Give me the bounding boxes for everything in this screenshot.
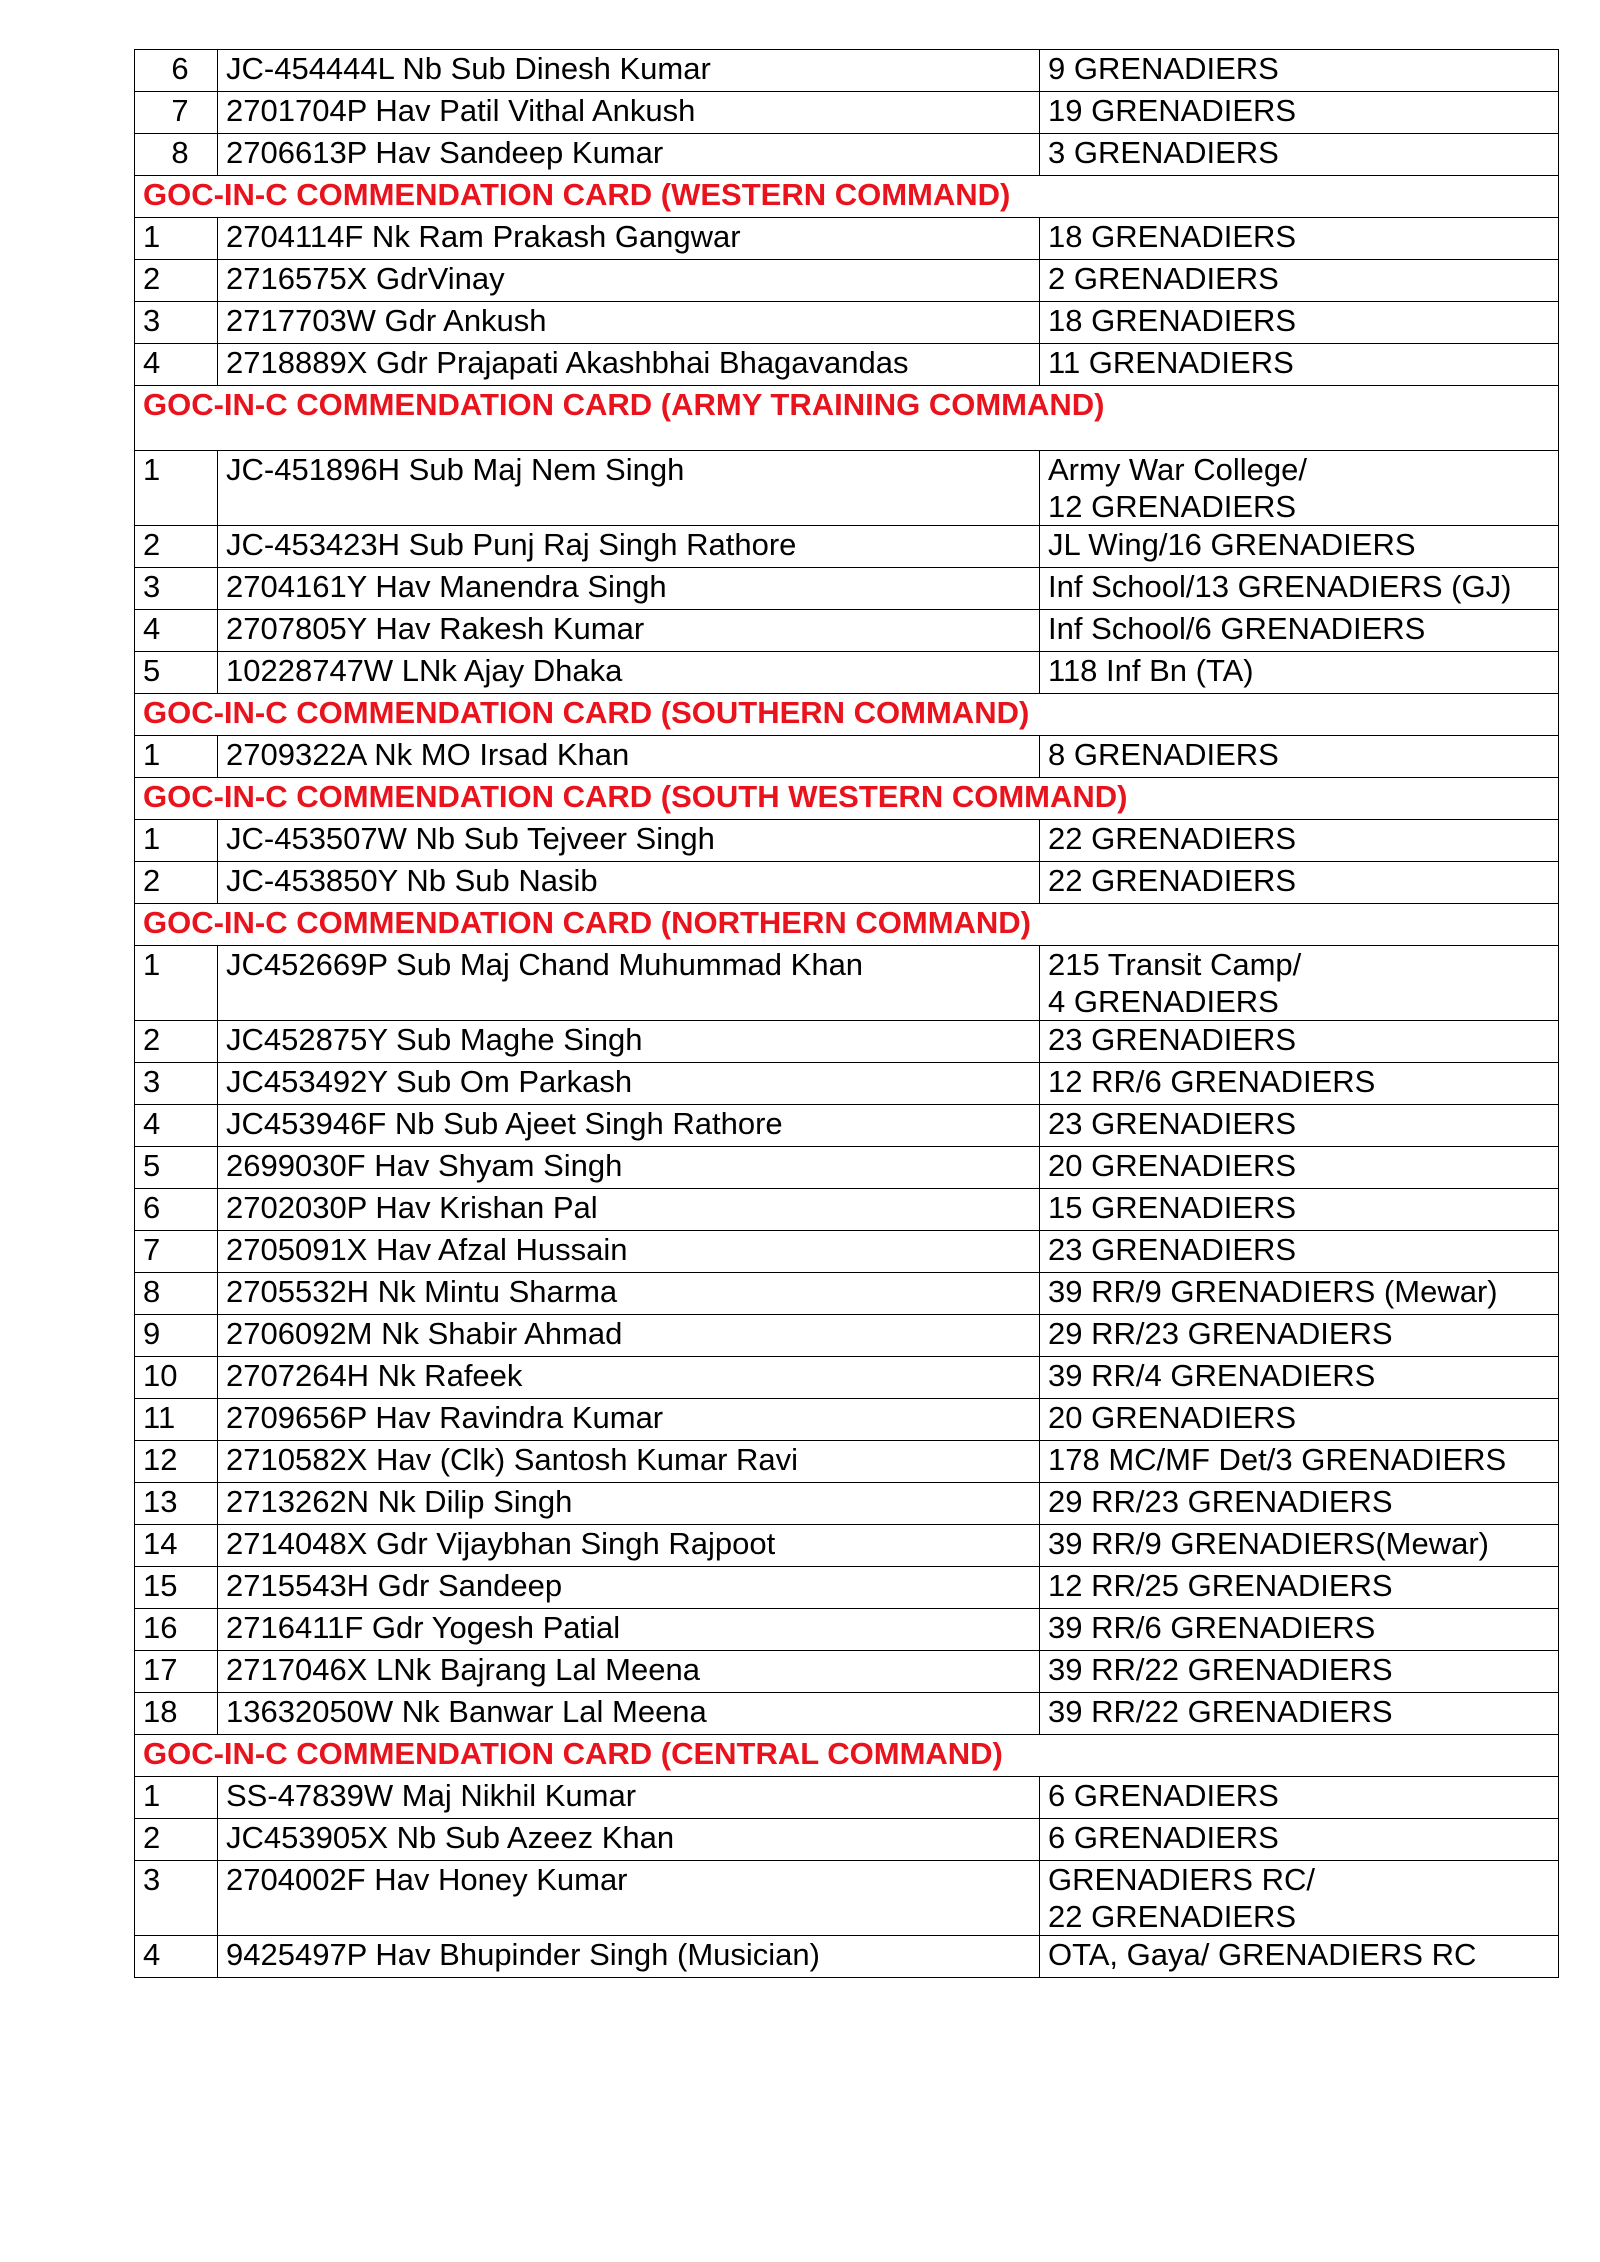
personnel-name-cell: SS-47839W Maj Nikhil Kumar bbox=[218, 1777, 1040, 1819]
unit-line: JL Wing/16 GRENADIERS bbox=[1048, 527, 1416, 562]
serial-number-cell: 8 bbox=[135, 134, 218, 176]
unit-cell bbox=[1040, 1651, 1559, 1693]
unit-cell bbox=[1040, 1399, 1559, 1441]
personnel-name-cell: 2704114F Nk Ram Prakash Gangwar bbox=[218, 218, 1040, 260]
unit-line: 39 RR/9 GRENADIERS(Mewar) bbox=[1048, 1526, 1489, 1561]
unit-cell bbox=[1040, 652, 1559, 694]
serial-number-cell: 2 bbox=[135, 526, 218, 568]
serial-number-cell: 5 bbox=[135, 1147, 218, 1189]
unit-cell bbox=[1040, 1819, 1559, 1861]
unit-line: 12 GRENADIERS bbox=[1048, 489, 1297, 524]
unit-line: 215 Transit Camp/ bbox=[1048, 947, 1302, 982]
personnel-name-cell: 2704161Y Hav Manendra Singh bbox=[218, 568, 1040, 610]
unit-line: 11 GRENADIERS bbox=[1048, 345, 1294, 380]
unit-cell bbox=[1040, 1936, 1559, 1978]
unit-line: 18 GRENADIERS bbox=[1048, 219, 1297, 254]
serial-number-cell: 10 bbox=[135, 1357, 218, 1399]
table-row bbox=[135, 1483, 1559, 1525]
section-title: GOC-IN-C COMMENDATION CARD (SOUTH WESTERN COMMAND) bbox=[135, 778, 1559, 820]
table-row bbox=[135, 1063, 1559, 1105]
table-row bbox=[135, 1399, 1559, 1441]
serial-number-cell: 4 bbox=[135, 344, 218, 386]
unit-line: 23 GRENADIERS bbox=[1048, 1106, 1297, 1141]
unit-line: 20 GRENADIERS bbox=[1048, 1400, 1297, 1435]
unit-line: 20 GRENADIERS bbox=[1048, 1148, 1297, 1183]
table-row bbox=[135, 1693, 1559, 1735]
personnel-name-cell: 10228747W LNk Ajay Dhaka bbox=[218, 652, 1040, 694]
unit-cell bbox=[1040, 1189, 1559, 1231]
serial-number-cell: 11 bbox=[135, 1399, 218, 1441]
serial-number-cell: 1 bbox=[135, 946, 218, 1021]
section-heading-row bbox=[135, 778, 1559, 820]
table-row bbox=[135, 302, 1559, 344]
serial-number-cell: 17 bbox=[135, 1651, 218, 1693]
unit-line: GRENADIERS RC/ bbox=[1048, 1862, 1315, 1897]
unit-line: 39 RR/6 GRENADIERS bbox=[1048, 1610, 1376, 1645]
personnel-name-cell: 2706092M Nk Shabir Ahmad bbox=[218, 1315, 1040, 1357]
table-row bbox=[135, 1936, 1559, 1978]
unit-cell bbox=[1040, 1357, 1559, 1399]
unit-line: 6 GRENADIERS bbox=[1048, 1778, 1279, 1813]
personnel-name-cell: 9425497P Hav Bhupinder Singh (Musician) bbox=[218, 1936, 1040, 1978]
unit-line: 19 GRENADIERS bbox=[1048, 93, 1297, 128]
unit-line: 23 GRENADIERS bbox=[1048, 1232, 1297, 1267]
serial-number-cell: 1 bbox=[135, 1777, 218, 1819]
serial-number-cell: 14 bbox=[135, 1525, 218, 1567]
serial-number-cell: 1 bbox=[135, 451, 218, 526]
personnel-name-cell: 2713262N Nk Dilip Singh bbox=[218, 1483, 1040, 1525]
table-row bbox=[135, 1525, 1559, 1567]
table-row bbox=[135, 862, 1559, 904]
unit-line: 2 GRENADIERS bbox=[1048, 261, 1279, 296]
table-row bbox=[135, 652, 1559, 694]
table-row bbox=[135, 1357, 1559, 1399]
unit-cell bbox=[1040, 1315, 1559, 1357]
section-title: GOC-IN-C COMMENDATION CARD (SOUTHERN COMMAND) bbox=[135, 694, 1559, 736]
personnel-name-cell: JC-451896H Sub Maj Nem Singh bbox=[218, 451, 1040, 526]
serial-number-cell: 12 bbox=[135, 1441, 218, 1483]
personnel-name-cell: 2707264H Nk Rafeek bbox=[218, 1357, 1040, 1399]
unit-line: 29 RR/23 GRENADIERS bbox=[1048, 1484, 1393, 1519]
personnel-name-cell: 2716575X GdrVinay bbox=[218, 260, 1040, 302]
unit-line: 4 GRENADIERS bbox=[1048, 984, 1279, 1019]
personnel-name-cell: JC453492Y Sub Om Parkash bbox=[218, 1063, 1040, 1105]
serial-number-cell: 4 bbox=[135, 610, 218, 652]
serial-number-cell: 1 bbox=[135, 736, 218, 778]
unit-line: 22 GRENADIERS bbox=[1048, 821, 1297, 856]
unit-line: 12 RR/6 GRENADIERS bbox=[1048, 1064, 1376, 1099]
unit-cell bbox=[1040, 568, 1559, 610]
unit-cell bbox=[1040, 526, 1559, 568]
personnel-name-cell: 2717046X LNk Bajrang Lal Meena bbox=[218, 1651, 1040, 1693]
unit-cell bbox=[1040, 1861, 1559, 1936]
personnel-name-cell: 2718889X Gdr Prajapati Akashbhai Bhagavandas bbox=[218, 344, 1040, 386]
unit-line: Army War College/ bbox=[1048, 452, 1307, 487]
unit-cell bbox=[1040, 1483, 1559, 1525]
serial-number-cell: 2 bbox=[135, 862, 218, 904]
unit-cell bbox=[1040, 946, 1559, 1021]
personnel-name-cell: JC453946F Nb Sub Ajeet Singh Rathore bbox=[218, 1105, 1040, 1147]
unit-line: 6 GRENADIERS bbox=[1048, 1820, 1279, 1855]
unit-cell bbox=[1040, 1567, 1559, 1609]
unit-cell bbox=[1040, 1231, 1559, 1273]
personnel-name-cell: 2707805Y Hav Rakesh Kumar bbox=[218, 610, 1040, 652]
serial-number-cell: 3 bbox=[135, 1861, 218, 1936]
unit-line: 39 RR/4 GRENADIERS bbox=[1048, 1358, 1376, 1393]
unit-cell bbox=[1040, 260, 1559, 302]
unit-cell bbox=[1040, 134, 1559, 176]
serial-number-cell: 3 bbox=[135, 1063, 218, 1105]
serial-number-cell: 1 bbox=[135, 820, 218, 862]
personnel-name-cell: JC-453507W Nb Sub Tejveer Singh bbox=[218, 820, 1040, 862]
unit-line: 118 Inf Bn (TA) bbox=[1048, 653, 1254, 688]
serial-number-cell: 8 bbox=[135, 1273, 218, 1315]
personnel-name-cell: 13632050W Nk Banwar Lal Meena bbox=[218, 1693, 1040, 1735]
serial-number-cell: 13 bbox=[135, 1483, 218, 1525]
table-row bbox=[135, 92, 1559, 134]
personnel-name-cell: 2716411F Gdr Yogesh Patial bbox=[218, 1609, 1040, 1651]
table-row bbox=[135, 344, 1559, 386]
table-row bbox=[135, 946, 1559, 1021]
table-row bbox=[135, 1441, 1559, 1483]
table-row bbox=[135, 1105, 1559, 1147]
personnel-name-cell: JC-453423H Sub Punj Raj Singh Rathore bbox=[218, 526, 1040, 568]
personnel-name-cell: 2710582X Hav (Clk) Santosh Kumar Ravi bbox=[218, 1441, 1040, 1483]
unit-cell bbox=[1040, 344, 1559, 386]
personnel-name-cell: 2709322A Nk MO Irsad Khan bbox=[218, 736, 1040, 778]
unit-cell bbox=[1040, 1063, 1559, 1105]
serial-number-cell: 7 bbox=[135, 92, 218, 134]
personnel-name-cell: 2709656P Hav Ravindra Kumar bbox=[218, 1399, 1040, 1441]
section-title: GOC-IN-C COMMENDATION CARD (WESTERN COMMAND) bbox=[135, 176, 1559, 218]
section-title: GOC-IN-C COMMENDATION CARD (NORTHERN COMMAND) bbox=[135, 904, 1559, 946]
personnel-name-cell: JC452875Y Sub Maghe Singh bbox=[218, 1021, 1040, 1063]
table-row bbox=[135, 134, 1559, 176]
table-row bbox=[135, 1651, 1559, 1693]
section-title: GOC-IN-C COMMENDATION CARD (CENTRAL COMMAND) bbox=[135, 1735, 1559, 1777]
unit-cell bbox=[1040, 50, 1559, 92]
commendation-table-body bbox=[135, 50, 1559, 1978]
serial-number-cell: 6 bbox=[135, 1189, 218, 1231]
table-row bbox=[135, 1861, 1559, 1936]
serial-number-cell: 4 bbox=[135, 1936, 218, 1978]
serial-number-cell: 3 bbox=[135, 302, 218, 344]
unit-line: 39 RR/9 GRENADIERS (Mewar) bbox=[1048, 1274, 1498, 1309]
personnel-name-cell: 2705532H Nk Mintu Sharma bbox=[218, 1273, 1040, 1315]
unit-line: 178 MC/MF Det/3 GRENADIERS bbox=[1048, 1442, 1507, 1477]
unit-cell bbox=[1040, 451, 1559, 526]
serial-number-cell: 1 bbox=[135, 218, 218, 260]
serial-number-cell: 5 bbox=[135, 652, 218, 694]
table-row bbox=[135, 1231, 1559, 1273]
serial-number-cell: 2 bbox=[135, 1819, 218, 1861]
section-heading-row bbox=[135, 1735, 1559, 1777]
table-row bbox=[135, 451, 1559, 526]
personnel-name-cell: JC-453850Y Nb Sub Nasib bbox=[218, 862, 1040, 904]
serial-number-cell: 3 bbox=[135, 568, 218, 610]
table-row bbox=[135, 1021, 1559, 1063]
table-row bbox=[135, 526, 1559, 568]
personnel-name-cell: JC453905X Nb Sub Azeez Khan bbox=[218, 1819, 1040, 1861]
section-heading-row bbox=[135, 904, 1559, 946]
serial-number-cell: 16 bbox=[135, 1609, 218, 1651]
table-row bbox=[135, 1567, 1559, 1609]
table-row bbox=[135, 1609, 1559, 1651]
table-row bbox=[135, 218, 1559, 260]
personnel-name-cell: 2714048X Gdr Vijaybhan Singh Rajpoot bbox=[218, 1525, 1040, 1567]
unit-cell bbox=[1040, 1273, 1559, 1315]
personnel-name-cell: 2704002F Hav Honey Kumar bbox=[218, 1861, 1040, 1936]
personnel-name-cell: 2706613P Hav Sandeep Kumar bbox=[218, 134, 1040, 176]
unit-line: 9 GRENADIERS bbox=[1048, 51, 1279, 86]
unit-cell bbox=[1040, 218, 1559, 260]
unit-line: OTA, Gaya/ GRENADIERS RC bbox=[1048, 1937, 1477, 1972]
section-heading-row bbox=[135, 386, 1559, 451]
unit-cell bbox=[1040, 1525, 1559, 1567]
table-row bbox=[135, 260, 1559, 302]
unit-line: 22 GRENADIERS bbox=[1048, 863, 1297, 898]
serial-number-cell: 7 bbox=[135, 1231, 218, 1273]
unit-cell bbox=[1040, 862, 1559, 904]
unit-line: Inf School/13 GRENADIERS (GJ) bbox=[1048, 569, 1512, 604]
serial-number-cell: 2 bbox=[135, 260, 218, 302]
unit-line: 15 GRENADIERS bbox=[1048, 1190, 1297, 1225]
unit-line: 18 GRENADIERS bbox=[1048, 303, 1297, 338]
table-row bbox=[135, 1273, 1559, 1315]
unit-line: Inf School/6 GRENADIERS bbox=[1048, 611, 1426, 646]
unit-cell bbox=[1040, 1441, 1559, 1483]
unit-line: 8 GRENADIERS bbox=[1048, 737, 1279, 772]
unit-cell bbox=[1040, 1021, 1559, 1063]
personnel-name-cell: 2702030P Hav Krishan Pal bbox=[218, 1189, 1040, 1231]
personnel-name-cell: 2699030F Hav Shyam Singh bbox=[218, 1147, 1040, 1189]
unit-line: 3 GRENADIERS bbox=[1048, 135, 1279, 170]
table-row bbox=[135, 610, 1559, 652]
section-title: GOC-IN-C COMMENDATION CARD (ARMY TRAINING COMMAND) bbox=[135, 386, 1559, 451]
personnel-name-cell: 2701704P Hav Patil Vithal Ankush bbox=[218, 92, 1040, 134]
section-heading-row bbox=[135, 176, 1559, 218]
unit-cell bbox=[1040, 1609, 1559, 1651]
table-row bbox=[135, 1315, 1559, 1357]
unit-cell bbox=[1040, 610, 1559, 652]
unit-cell bbox=[1040, 736, 1559, 778]
table-row bbox=[135, 1147, 1559, 1189]
unit-cell bbox=[1040, 1105, 1559, 1147]
unit-cell bbox=[1040, 1147, 1559, 1189]
unit-line: 29 RR/23 GRENADIERS bbox=[1048, 1316, 1393, 1351]
unit-cell bbox=[1040, 1777, 1559, 1819]
unit-line: 12 RR/25 GRENADIERS bbox=[1048, 1568, 1393, 1603]
section-heading-row bbox=[135, 694, 1559, 736]
serial-number-cell: 9 bbox=[135, 1315, 218, 1357]
serial-number-cell: 2 bbox=[135, 1021, 218, 1063]
unit-line: 22 GRENADIERS bbox=[1048, 1899, 1297, 1934]
unit-cell bbox=[1040, 92, 1559, 134]
serial-number-cell: 4 bbox=[135, 1105, 218, 1147]
table-row bbox=[135, 1777, 1559, 1819]
personnel-name-cell: 2705091X Hav Afzal Hussain bbox=[218, 1231, 1040, 1273]
unit-cell bbox=[1040, 302, 1559, 344]
personnel-name-cell: 2715543H Gdr Sandeep bbox=[218, 1567, 1040, 1609]
unit-cell bbox=[1040, 820, 1559, 862]
personnel-name-cell: JC-454444L Nb Sub Dinesh Kumar bbox=[218, 50, 1040, 92]
table-row bbox=[135, 1189, 1559, 1231]
table-row bbox=[135, 568, 1559, 610]
personnel-name-cell: JC452669P Sub Maj Chand Muhummad Khan bbox=[218, 946, 1040, 1021]
commendation-table bbox=[134, 49, 1559, 1978]
personnel-name-cell: 2717703W Gdr Ankush bbox=[218, 302, 1040, 344]
table-row bbox=[135, 1819, 1559, 1861]
table-row bbox=[135, 820, 1559, 862]
unit-line: 39 RR/22 GRENADIERS bbox=[1048, 1652, 1393, 1687]
table-row bbox=[135, 736, 1559, 778]
unit-line: 39 RR/22 GRENADIERS bbox=[1048, 1694, 1393, 1729]
serial-number-cell: 18 bbox=[135, 1693, 218, 1735]
serial-number-cell: 6 bbox=[135, 50, 218, 92]
unit-cell bbox=[1040, 1693, 1559, 1735]
serial-number-cell: 15 bbox=[135, 1567, 218, 1609]
table-row bbox=[135, 50, 1559, 92]
unit-line: 23 GRENADIERS bbox=[1048, 1022, 1297, 1057]
